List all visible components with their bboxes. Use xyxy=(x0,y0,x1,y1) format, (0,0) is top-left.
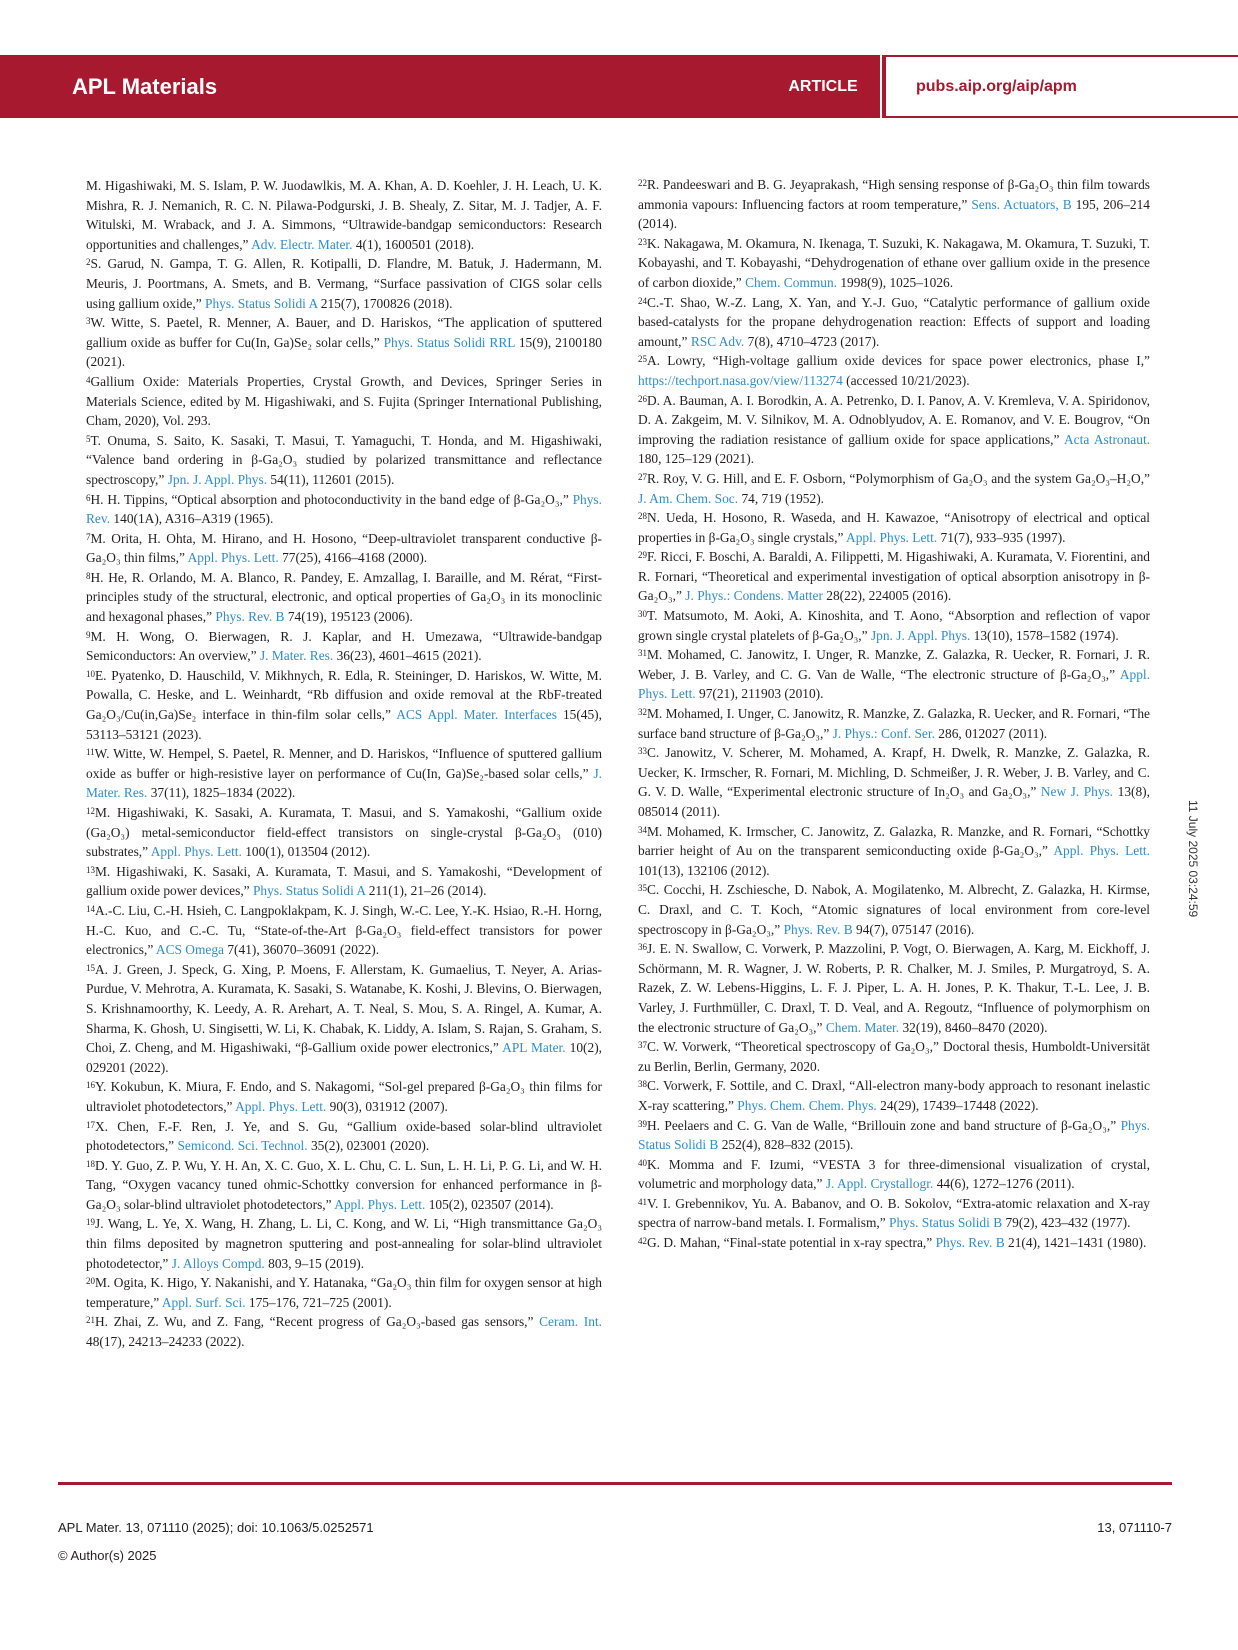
footer-page-number: 13, 071110-7 xyxy=(1097,1520,1172,1535)
reference-item xyxy=(638,1233,1150,1253)
reference-journal-link[interactable]: Appl. Surf. Sci. xyxy=(161,1294,246,1310)
reference-details: 44(6), 1272–1276 (2011). xyxy=(936,1176,1075,1192)
reference-text: D. A. Bauman, A. I. Borodkin, A. A. Petrenko, D. I. Panov, A. V. Kremleva, V. A. Spiridonov, D. A. Zakgeim, M. V. Silnikov, M. A. Odnoblyudov, A. E. Romanov, and V. E. Bougrov, “On improving the radiation resistance of gallium oxide for space applications,” xyxy=(638,392,1150,447)
reference-number: 14 xyxy=(86,903,95,914)
reference-item xyxy=(86,176,602,254)
reference-details: 37(11), 1825–1834 (2022). xyxy=(150,785,296,801)
reference-journal-link[interactable]: https://techport.nasa.gov/view/113274 xyxy=(638,372,843,388)
reference-item xyxy=(638,175,1150,234)
reference-item xyxy=(86,1077,602,1116)
reference-journal-link[interactable]: J. Phys.: Condens. Matter xyxy=(685,588,823,604)
footer-citation: APL Mater. 13, 071110 (2025); doi: 10.1063/5.0252571 xyxy=(58,1520,374,1535)
reference-journal-link[interactable]: J. Mater. Res. xyxy=(259,648,334,664)
reference-item xyxy=(638,1116,1150,1155)
reference-item xyxy=(638,293,1150,352)
reference-number: 27 xyxy=(638,471,647,482)
reference-journal-link[interactable]: Appl. Phys. Lett. xyxy=(150,844,242,860)
reference-item xyxy=(638,743,1150,821)
reference-details: 74, 719 (1952). xyxy=(741,490,825,506)
reference-number: 22 xyxy=(638,178,647,188)
reference-text: R. Pandeeswari and B. G. Jeyaprakash, “High sensing response of β-Ga₂O₃ thin film towards ammonia vapours: Influencing factors at room temperature,” xyxy=(638,177,1150,212)
reference-journal-link[interactable]: Appl. Phys. Lett. xyxy=(638,666,1151,702)
reference-text: H. Peelaers and C. G. Van de Walle, “Brillouin zone and band structure of β-Ga₂O₃,” xyxy=(647,1117,1117,1133)
reference-text: M. Higashiwaki, K. Sasaki, A. Kuramata, T. Masui, and S. Yamakoshi, “Development of gallium oxide power devices,” xyxy=(86,863,602,899)
reference-text: K. Nakagawa, M. Okamura, N. Ikenaga, T. Suzuki, K. Nakagawa, M. Okamura, T. Suzuki, T. Kobayashi, and T. Kobayashi, “Dehydrogenation of ethane over gallium oxide in the presence of carbon dioxide,” xyxy=(638,235,1150,290)
reference-journal-link[interactable]: Phys. Rev. B xyxy=(935,1235,1005,1251)
journal-header-bar xyxy=(0,55,1238,118)
reference-text: W. Witte, S. Paetel, R. Menner, A. Bauer, and D. Hariskos, “The application of sputtered gallium oxide as buffer for Cu(In, Ga)Se₂ solar cells,” xyxy=(86,315,602,350)
reference-text: Gallium Oxide: Materials Properties, Crystal Growth, and Devices, Springer Series in Materials Science, edited by M. Higashiwaki, and S. Fujita (Springer International Publishing, Cham, 2020), Vol. 293. xyxy=(86,373,602,429)
reference-details: 15(9), 2100180 (2021). xyxy=(86,334,602,370)
reference-item xyxy=(86,254,602,313)
reference-text: M. Mohamed, K. Irmscher, C. Janowitz, Z. Galazka, R. Manzke, and R. Fornari, “Schottky barrier height of Au on the transparent semiconducting oxide β-Ga₂O₃,” xyxy=(638,823,1150,859)
reference-number: 19 xyxy=(86,1217,95,1228)
reference-details: 13(10), 1578–1582 (1974). xyxy=(973,627,1119,643)
references-left-column xyxy=(86,176,602,1352)
reference-text: M. Higashiwaki, K. Sasaki, A. Kuramata, T. Masui, and S. Yamakoshi, “Gallium oxide (Ga₂O₃) metal-semiconductor field-effect transistors on single-crystal β-Ga₂O₃ (010) substrates,” xyxy=(86,805,602,860)
reference-details: 94(7), 075147 (2016). xyxy=(856,921,975,937)
reference-number: 16 xyxy=(86,1080,95,1091)
reference-number: 33 xyxy=(638,746,647,757)
reference-text: R. Roy, V. G. Hill, and E. F. Osborn, “Polymorphism of Ga₂O₃ and the system Ga₂O₃–H₂O,” xyxy=(647,470,1150,486)
reference-journal-link[interactable]: Sens. Actuators, B xyxy=(971,196,1072,212)
reference-details: 90(3), 031912 (2007). xyxy=(329,1098,448,1114)
reference-text: C. Cocchi, H. Zschiesche, D. Nabok, A. Mogilatenko, M. Albrecht, Z. Galazka, H. Kirmse, C. Draxl, and C. T. Koch, “Atomic signatures of local environment from core-level spectroscopy in β-Ga₂O₃,” xyxy=(638,882,1150,937)
reference-item xyxy=(638,508,1150,547)
reference-journal-link[interactable]: Phys. Rev. xyxy=(86,491,602,527)
reference-number: 29 xyxy=(638,550,647,561)
reference-journal-link[interactable]: APL Mater. xyxy=(502,1040,566,1056)
reference-number: 39 xyxy=(638,1118,647,1129)
reference-number: 9 xyxy=(86,629,91,640)
reference-journal-link[interactable]: Jpn. J. Appl. Phys. xyxy=(870,627,971,643)
reference-number: 32 xyxy=(638,707,647,718)
reference-details: 4(1), 1600501 (2018). xyxy=(355,236,475,252)
reference-number: 28 xyxy=(638,511,647,522)
reference-number: 17 xyxy=(86,1119,95,1130)
reference-item xyxy=(638,822,1150,881)
reference-text: M. Mohamed, C. Janowitz, I. Unger, R. Manzke, Z. Galazka, R. Uecker, R. Fornari, J. R. Weber, J. B. Varley, and C. G. Van de Walle, “The electronic structure of β-Ga₂O₃,” xyxy=(638,647,1150,682)
reference-details: 1998(9), 1025–1026. xyxy=(840,274,954,290)
reference-number: 36 xyxy=(638,942,647,953)
reference-text: F. Ricci, F. Boschi, A. Baraldi, A. Filippetti, M. Higashiwaki, A. Kuramata, V. Fiorentini, and R. Fornari, “Theoretical and experimental investigation of optical absorption anisotropy in β-Ga₂O₃,” xyxy=(638,549,1150,604)
reference-item xyxy=(638,704,1150,743)
reference-journal-link[interactable]: Chem. Commun. xyxy=(745,274,837,290)
reference-journal-link[interactable]: Phys. Status Solidi RRL xyxy=(383,334,515,350)
reference-item xyxy=(86,862,602,901)
reference-item xyxy=(86,1312,602,1351)
reference-details: 10(2), 029201 (2022). xyxy=(86,1040,603,1075)
reference-details: 21(4), 1421–1431 (1980). xyxy=(1008,1235,1147,1251)
reference-details: 35(2), 023001 (2020). xyxy=(310,1138,430,1154)
reference-journal-link[interactable]: Phys. Status Solidi B xyxy=(889,1215,1003,1231)
reference-number: 30 xyxy=(638,609,647,620)
reference-text: A.-C. Liu, C.-H. Hsieh, C. Langpoklakpam, K. J. Singh, W.-C. Lee, Y.-K. Hsiao, R.-H. Horng, H.-C. Kuo, and C.-C. Tu, “State-of-the-Art β-Ga₂O₃ field-effect transistors for power electronics,” xyxy=(86,902,602,958)
reference-number: 4 xyxy=(86,374,91,385)
reference-text: M. Higashiwaki, M. S. Islam, P. W. Juodawlkis, M. A. Khan, A. D. Koehler, J. H. Leach, U. K. Mishra, R. J. Nemanich, R. C. N. Pilawa-Podgurski, J. B. Shealy, Z. Sitar, M. J. Tadjer, A. F. Witulski, M. Wraback, and J. A. Simmons, “Ultrawide-bandgap semiconductors: Research opportunities and challenges,” xyxy=(86,178,602,252)
reference-number: 38 xyxy=(638,1079,647,1090)
reference-item xyxy=(86,529,602,568)
reference-text: J. E. N. Swallow, C. Vorwerk, P. Mazzolini, P. Vogt, O. Bierwagen, A. Karg, M. Eickhoff, J. Schörmann, M. R. Wagner, J. W. Roberts, P. R. Chalker, M. J. Smiles, P. Murgatroyd, S. A. Razek, Z. W. Lebens-Higgins, L. F. J. Piper, L. A. H. Jones, P. K. Thakur, T.-L. Lee, J. B. Varley, J. Furthmüller, C. Draxl, T. D. Veal, and A. Regoutz, “Influence of polymorphism on the electronic structure of Ga₂O₃,” xyxy=(638,941,1150,1035)
reference-number: 42 xyxy=(638,1236,647,1247)
reference-journal-link[interactable]: J. Am. Chem. Soc. xyxy=(638,490,739,506)
reference-number: 5 xyxy=(86,433,91,444)
reference-journal-link[interactable]: Acta Astronaut. xyxy=(1064,431,1151,447)
reference-details: 97(21), 211903 (2010). xyxy=(699,686,824,702)
reference-journal-link[interactable]: ACS Omega xyxy=(155,942,224,958)
reference-item xyxy=(638,939,1150,1037)
reference-item xyxy=(86,1117,602,1156)
reference-journal-link[interactable]: Phys. Status Solidi B xyxy=(638,1117,1150,1153)
reference-item xyxy=(638,547,1150,606)
reference-details: 803, 9–15 (2019). xyxy=(268,1255,365,1271)
reference-details: 24(29), 17439–17448 (2022). xyxy=(880,1097,1039,1113)
reference-details: 286, 012027 (2011). xyxy=(938,725,1048,741)
reference-details: 105(2), 023507 (2014). xyxy=(428,1196,554,1212)
footer-copyright: © Author(s) 2025 xyxy=(58,1548,157,1563)
reference-number: 41 xyxy=(638,1196,647,1207)
reference-item xyxy=(86,431,602,490)
reference-text: K. Momma and F. Izumi, “VESTA 3 for three-dimensional visualization of crystal, volumetric and morphology data,” xyxy=(638,1156,1150,1192)
reference-details: 15(45), 53113–53121 (2023). xyxy=(86,707,602,742)
reference-journal-link[interactable]: Appl. Phys. Lett. xyxy=(235,1098,327,1114)
reference-journal-link[interactable]: Phys. Rev. B xyxy=(783,921,853,937)
reference-text: M. Orita, H. Ohta, M. Hirano, and H. Hosono, “Deep-ultraviolet transparent conductive β-Ga₂O₃ thin films,” xyxy=(86,530,602,566)
reference-journal-link[interactable]: J. Phys.: Conf. Ser. xyxy=(832,725,935,741)
journal-url-box xyxy=(886,57,1238,116)
reference-text: M. Ogita, K. Higo, Y. Nakanishi, and Y. Hatanaka, “Ga₂O₃ thin film for oxygen sensor at high temperature,” xyxy=(86,1275,602,1310)
reference-item xyxy=(86,901,602,960)
reference-journal-link[interactable]: Adv. Electr. Mater. xyxy=(251,236,353,252)
reference-item xyxy=(86,666,602,744)
reference-item xyxy=(638,645,1150,704)
reference-details: 36(23), 4601–4615 (2021). xyxy=(336,648,482,664)
reference-journal-link[interactable]: Phys. Status Solidi A xyxy=(252,883,366,899)
reference-item xyxy=(638,391,1150,469)
reference-journal-link[interactable]: Semicond. Sci. Technol. xyxy=(177,1138,308,1154)
reference-text: E. Pyatenko, D. Hauschild, V. Mikhnych, R. Edla, R. Steininger, D. Hariskos, W. Witte, M. Powalla, C. Heske, and L. Weinhardt, “Rb diffusion and oxide removal at the RbF-treated Ga₂O₃/Cu(in,Ga)Se₂ interface in thin-film solar cells,” xyxy=(86,667,602,723)
references-right-column xyxy=(638,175,1150,1253)
reference-text: M. Mohamed, I. Unger, C. Janowitz, R. Manzke, Z. Galazka, R. Uecker, and R. Fornari, “The surface band structure of β-Ga₂O₃,” xyxy=(638,706,1150,741)
reference-text: A. J. Green, J. Speck, G. Xing, P. Moens, F. Allerstam, K. Gumaelius, T. Neyer, A. Arias-Purdue, V. Mehrotra, A. Kuramata, K. Sasaki, S. Watanabe, K. Koshi, J. Blevins, O. Bierwagen, S. Krishnamoorthy, K. Leedy, A. R. Arehart, A. T. Neal, S. Mou, S. A. Ringel, A. Kumar, A. Sharma, K. Ghosh, U. Singisetti, W. Li, K. Chabak, K. Liddy, A. Islam, S. Rajan, S. Graham, S. Choi, Z. Cheng, and M. Higashiwaki, “β-Gallium oxide power electronics,” xyxy=(86,961,602,1056)
reference-number: 12 xyxy=(86,806,95,816)
reference-number: 35 xyxy=(638,883,647,894)
reference-item xyxy=(638,1194,1150,1233)
reference-number: 23 xyxy=(638,236,647,247)
reference-item xyxy=(86,313,602,372)
reference-item xyxy=(638,1155,1150,1194)
reference-item xyxy=(86,1273,602,1312)
reference-details: 211(1), 21–26 (2014). xyxy=(368,883,487,899)
reference-details: 175–176, 721–725 (2001). xyxy=(248,1294,392,1310)
reference-details: 195, 206–214 (2014). xyxy=(638,196,1150,232)
reference-details: 100(1), 013504 (2012). xyxy=(245,844,371,860)
reference-text: G. D. Mahan, “Final-state potential in x-ray spectra,” xyxy=(647,1235,933,1251)
reference-text: S. Garud, N. Gampa, T. G. Allen, R. Kotipalli, D. Flandre, M. Batuk, J. Hadermann, M. Meuris, J. Poortmans, A. Smets, and B. Vermang, “Surface passivation of CIGS solar cells using gallium oxide,” xyxy=(86,256,602,311)
reference-journal-link[interactable]: Jpn. J. Appl. Phys. xyxy=(167,471,268,487)
reference-journal-link[interactable]: Phys. Rev. B xyxy=(215,609,285,625)
reference-journal-link[interactable]: J. Appl. Crystallogr. xyxy=(825,1176,934,1192)
reference-details: 54(11), 112601 (2015). xyxy=(270,471,395,487)
reference-journal-link[interactable]: RSC Adv. xyxy=(690,333,745,349)
download-timestamp: 11 July 2025 03:24:59 xyxy=(1186,800,1200,918)
reference-journal-link[interactable]: J. Alloys Compd. xyxy=(171,1255,265,1271)
reference-text: H. He, R. Orlando, M. A. Blanco, R. Pandey, E. Amzallag, I. Baraille, and M. Rérat, “First-principles study of the structural, electronic, and optical properties of Ga₂O₃ in its monoclinic and hexagonal phases,” xyxy=(86,569,602,625)
journal-url-link[interactable]: pubs.aip.org/aip/apm xyxy=(916,78,1077,95)
reference-details: 71(7), 933–935 (1997). xyxy=(940,529,1066,545)
reference-details: 77(25), 4166–4168 (2000). xyxy=(282,550,428,566)
reference-text: T. Matsumoto, M. Aoki, A. Kinoshita, and T. Aono, “Absorption and reflection of vapor grown single crystal platelets of β-Ga₂O₃,” xyxy=(638,608,1150,643)
reference-number: 21 xyxy=(86,1315,95,1326)
reference-number: 13 xyxy=(86,864,95,875)
reference-item xyxy=(86,1214,602,1273)
reference-details: 140(1A), A316–A319 (1965). xyxy=(113,511,274,527)
reference-item xyxy=(638,469,1150,508)
reference-details: 7(41), 36070–36091 (2022). xyxy=(227,942,380,958)
reference-text: N. Ueda, H. Hosono, R. Waseda, and H. Kawazoe, “Anisotropy of electrical and optical properties in β-Ga₂O₃ single crystals,” xyxy=(638,510,1150,545)
reference-number: 40 xyxy=(638,1157,647,1168)
article-type-label: ARTICLE xyxy=(766,55,882,118)
reference-details: 79(2), 423–432 (1977). xyxy=(1005,1215,1131,1231)
reference-journal-link[interactable]: Appl. Phys. Lett. xyxy=(334,1196,426,1212)
reference-journal-link[interactable]: Phys. Chem. Chem. Phys. xyxy=(737,1097,877,1113)
reference-text: H. H. Tippins, “Optical absorption and photoconductivity in the band edge of β-Ga₂O₃,” xyxy=(90,491,569,507)
reference-number: 34 xyxy=(638,824,647,835)
reference-text: T. Onuma, S. Saito, K. Sasaki, T. Masui, T. Yamaguchi, T. Honda, and M. Higashiwaki, “Valence band ordering in β-Ga₂O₃ studied by polarized transmittance and reflectance spectroscopy,” xyxy=(86,432,602,487)
reference-details: 74(19), 195123 (2006). xyxy=(287,609,413,625)
reference-item xyxy=(86,372,602,431)
reference-text: C.-T. Shao, W.-Z. Lang, X. Yan, and Y.-J. Guo, “Catalytic performance of gallium oxide based-catalysts for the propane dehydrogenation reaction: Effects of support and loading amount,” xyxy=(638,294,1150,349)
reference-item xyxy=(86,744,602,803)
reference-item xyxy=(638,351,1150,390)
reference-number: 15 xyxy=(86,962,95,973)
reference-number: 2 xyxy=(86,257,91,268)
reference-details: (accessed 10/21/2023). xyxy=(846,372,970,388)
reference-journal-link[interactable]: Appl. Phys. Lett. xyxy=(1053,843,1150,859)
reference-text: H. Zhai, Z. Wu, and Z. Fang, “Recent progress of Ga₂O₃-based gas sensors,” xyxy=(95,1314,534,1330)
reference-number: 37 xyxy=(638,1040,647,1051)
reference-number: 20 xyxy=(86,1276,95,1287)
reference-text: J. Wang, L. Ye, X. Wang, H. Zhang, L. Li, C. Kong, and W. Li, “High transmittance Ga₂O₃ thin films deposited by magnetron sputtering and post-annealing for solar-blind ultraviolet photodetector,” xyxy=(86,1216,602,1271)
reference-details: 28(22), 224005 (2016). xyxy=(826,588,952,604)
reference-details: 32(19), 8460–8470 (2020). xyxy=(902,1019,1048,1035)
reference-details: 215(7), 1700826 (2018). xyxy=(320,295,453,311)
reference-item xyxy=(638,1076,1150,1115)
reference-number: 31 xyxy=(638,648,647,659)
reference-item xyxy=(86,1156,602,1215)
reference-details: 180, 125–129 (2021). xyxy=(638,451,755,467)
journal-title[interactable]: APL Materials xyxy=(72,74,218,99)
reference-journal-link[interactable]: Chem. Mater. xyxy=(825,1019,900,1035)
reference-text: Y. Kokubun, K. Miura, F. Endo, and S. Nakagomi, “Sol-gel prepared β-Ga₂O₃ thin films for ultraviolet photodetectors,” xyxy=(86,1079,602,1114)
reference-text: X. Chen, F.-F. Ren, J. Ye, and S. Gu, “Gallium oxide-based solar-blind ultraviolet photodetectors,” xyxy=(86,1118,602,1154)
reference-text: D. Y. Guo, Z. P. Wu, Y. H. An, X. C. Guo, X. L. Chu, C. L. Sun, L. H. Li, P. G. Li, and W. H. Tang, “Oxygen vacancy tuned ohmic-Schottky conversion for enhanced performance in β-Ga₂O₃ solar-blind ultraviolet photodetectors,” xyxy=(86,1157,602,1212)
reference-details: 13(8), 085014 (2011). xyxy=(638,784,1150,819)
reference-text: M. H. Wong, O. Bierwagen, R. J. Kaplar, and H. Umezawa, “Ultrawide-bandgap Semiconductors: An overview,” xyxy=(86,628,602,664)
reference-journal-link[interactable]: Appl. Phys. Lett. xyxy=(846,529,938,545)
reference-number: 18 xyxy=(86,1158,95,1169)
reference-details: 252(4), 828–832 (2015). xyxy=(721,1137,854,1153)
reference-number: 3 xyxy=(86,316,91,327)
reference-item xyxy=(86,568,602,627)
reference-item xyxy=(86,490,602,529)
reference-details: 7(8), 4710–4723 (2017). xyxy=(747,333,880,349)
reference-journal-link[interactable]: Ceram. Int. xyxy=(539,1314,602,1330)
reference-journal-link[interactable]: ACS Appl. Mater. Interfaces xyxy=(396,707,557,723)
reference-number: 26 xyxy=(638,393,647,404)
reference-journal-link[interactable]: J. Mater. Res. xyxy=(86,765,602,801)
reference-text: C. W. Vorwerk, “Theoretical spectroscopy of Ga₂O₃,” Doctoral thesis, Humboldt-Universität zu Berlin, Berlin, Germany, 2020. xyxy=(638,1039,1150,1074)
reference-text: C. Vorwerk, F. Sottile, and C. Draxl, “All-electron many-body approach to resonant inelastic X-ray scattering,” xyxy=(638,1078,1150,1113)
reference-item xyxy=(638,234,1150,293)
reference-text: C. Janowitz, V. Scherer, M. Mohamed, A. Krapf, H. Dwelk, R. Manzke, Z. Galazka, R. Uecker, K. Irmscher, R. Fornari, M. Michling, D. Schmeißer, J. R. Weber, J. B. Varley, and C. G. V. D. Walle, “Experimental electronic structure of In₂O₃ and Ga₂O₃,” xyxy=(638,745,1150,800)
reference-journal-link[interactable]: Phys. Status Solidi A xyxy=(205,295,318,311)
reference-number: 10 xyxy=(86,668,95,679)
reference-item xyxy=(638,606,1150,645)
reference-item xyxy=(86,627,602,666)
reference-text: A. Lowry, “High-voltage gallium oxide devices for space power electronics, phase I,” xyxy=(647,353,1150,369)
reference-details: 48(17), 24213–24233 (2022). xyxy=(86,1334,245,1350)
reference-number: 8 xyxy=(86,570,91,581)
reference-journal-link[interactable]: New J. Phys. xyxy=(1040,784,1114,800)
reference-journal-link[interactable]: Appl. Phys. Lett. xyxy=(187,550,279,566)
reference-number: 6 xyxy=(86,492,91,503)
reference-item xyxy=(86,960,602,1078)
reference-details: 101(13), 132106 (2012). xyxy=(638,862,770,878)
reference-number: 25 xyxy=(638,354,647,365)
reference-item xyxy=(86,803,602,862)
reference-text: V. I. Grebennikov, Yu. A. Babanov, and O. B. Sokolov, “Extra-atomic relaxation and X-ray spectra of narrow-band metals. I. Formalism,” xyxy=(638,1195,1150,1231)
reference-text: W. Witte, W. Hempel, S. Paetel, R. Menner, and D. Hariskos, “Influence of sputtered gallium oxide as buffer or high-resistive layer on performance of Cu(In, Ga)Se₂-based solar cells,” xyxy=(86,746,602,781)
reference-number: 7 xyxy=(86,531,91,542)
reference-number: 24 xyxy=(638,295,647,306)
footer-divider xyxy=(58,1482,1172,1485)
reference-number: 11 xyxy=(86,747,95,758)
reference-item xyxy=(638,880,1150,939)
reference-item xyxy=(638,1037,1150,1076)
